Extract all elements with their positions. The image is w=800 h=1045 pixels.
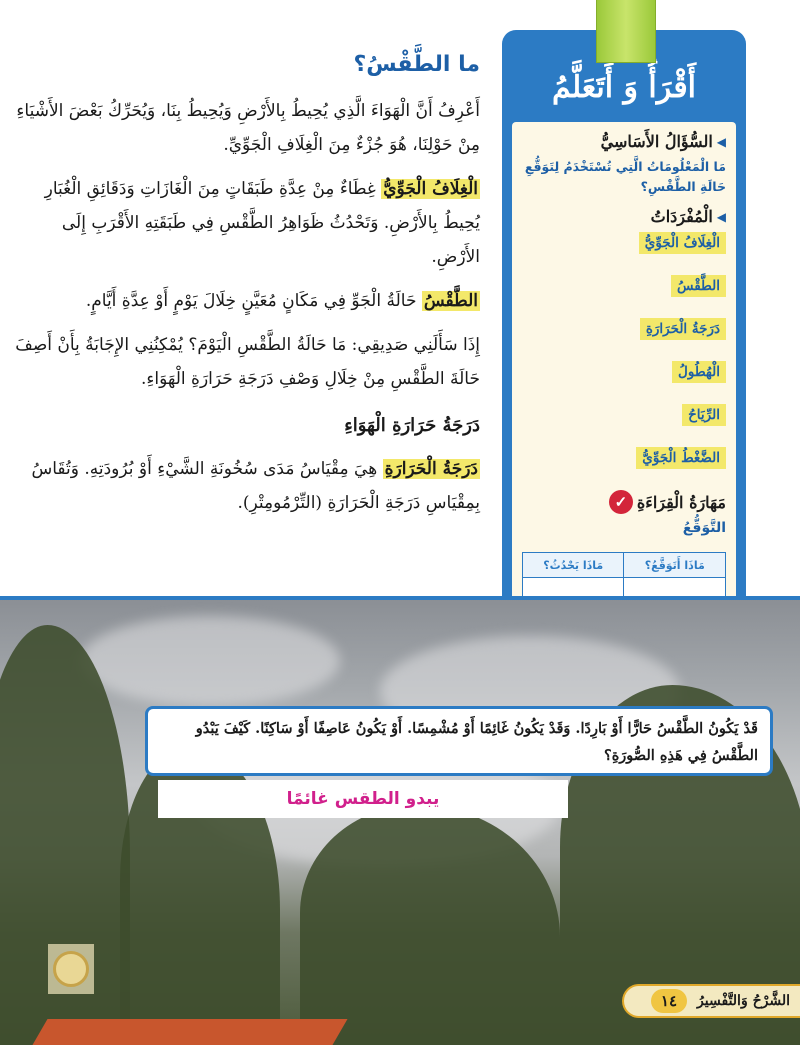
atmosphere-term: الْغِلَافُ الْجَوِّيُّ: [383, 179, 478, 199]
vocabulary-title: الْمُفْرَدَاتُ: [650, 207, 713, 226]
photo-caption: قَدْ يَكُونُ الطَّقْسُ حَارًّا أَوْ بَارِدًا. وَقَدْ يَكُونُ غَائِمًا أَوْ مُشْمِسًا. أَوْ يَكُونُ عَاصِفًا أَوْ سَاكِنًا. كَيْفَ يَبْدُو الطَّقْسُ فِي هَذِهِ الصُّورَةِ؟: [145, 706, 773, 776]
sidebar-header: أَقْرَأُ وَ أَتَعَلَّمُ: [552, 70, 696, 105]
vocab-item: [522, 447, 726, 473]
arrow-left-icon: ◀: [716, 134, 726, 149]
vocab-word: الطَّقْسُ: [671, 275, 726, 297]
seal-logo: [48, 944, 94, 994]
reading-skill-title: مَهَارَةُ الْقِرَاءَةِ: [636, 492, 726, 512]
answer-field[interactable]: يبدو الطقس غائمًا: [158, 780, 568, 818]
check-icon: ✓: [609, 490, 633, 514]
footer-tab: [622, 984, 800, 1018]
intro-paragraph: أَعْرِفُ أَنَّ الْهَوَاءَ الَّذِي يُحِيطُ بِالأَرْضِ وَيُحِيطُ بِنَا، وَيُحَرِّكُ بَعْضَ الأَشْيَاءِ مِنْ حَوْلِنَا، هُوَ جُزْءٌ مِنَ الْغِلَافِ الْجَوِّيِّ.: [16, 101, 480, 155]
temperature-term: دَرَجَةُ الْحَرَارَةِ: [384, 459, 478, 479]
vocab-word: الْهُطُولُ: [672, 361, 726, 383]
weather-definition-text: حَالَةُ الْجَوِّ فِي مَكَانٍ مُعَيَّنٍ خِلَالَ يَوْمٍ أَوْ عِدَّةِ أَيَّامٍ.: [85, 291, 422, 311]
page-number: ١٤: [651, 989, 687, 1013]
happen-column-header: مَاذَا يَحْدُثُ؟: [523, 553, 624, 578]
essential-question-text: مَا الْمَعْلُومَاتُ الَّتِي تُسْتَخْدَمُ لِتَوَقُّعِ حَالَةِ الطَّقْسِ؟: [524, 159, 726, 194]
vocab-item: [522, 232, 726, 258]
vocab-word: الرِّيَاحُ: [682, 404, 726, 426]
reading-skill-heading: [522, 490, 726, 514]
weather-term: الطَّقْسُ: [423, 291, 478, 311]
roof-shape: [32, 1019, 347, 1045]
temperature-definition: [14, 452, 480, 520]
vocab-word: الضَّغْطُ الْجَوِّيُّ: [636, 447, 726, 469]
section-label: الشَّرْحُ وَالتَّفْسِيرُ: [697, 993, 790, 1009]
cloud-shape: [80, 616, 340, 706]
essential-question-title: السُّؤَالُ الأَسَاسِيُّ: [600, 132, 713, 151]
vocab-item: [522, 404, 726, 430]
sidebar-body: [512, 122, 736, 662]
atmosphere-definition: [14, 172, 480, 274]
vocabulary-list: [522, 232, 726, 473]
arrow-left-icon: ◀: [716, 209, 726, 224]
predict-column-header: مَاذَا أَتَوَقَّعُ؟: [624, 553, 726, 578]
page-title: ما الطَّقْسُ؟: [353, 52, 480, 77]
vocab-word: دَرَجَةُ الْحَرَارَةِ: [640, 318, 726, 340]
bookmark-ribbon: [596, 0, 656, 63]
temperature-definition-text: هِيَ مِقْيَاسُ مَدَى سُخُونَةِ الشَّيْءِ أَوْ بُرُودَتِهِ. وَتُقَاسُ بِمِقْيَاسِ دَرَجَةِ الْحَرَارَةِ (التِّرْمُومِتْرِ).: [31, 459, 480, 513]
section-subheading: دَرَجَةُ حَرَارَةِ الْهَوَاءِ: [344, 415, 480, 436]
weather-definition: [14, 284, 480, 318]
reading-skill: التَّوَقُّعُ: [682, 520, 726, 536]
vocabulary-heading: [522, 207, 726, 226]
read-learn-sidebar: [502, 30, 746, 674]
main-content: [14, 48, 480, 530]
vocab-item: [522, 361, 726, 387]
vocab-item: [522, 275, 726, 301]
atmosphere-definition-text: غِطَاءٌ مِنْ عِدَّةِ طَبَقَاتٍ مِنَ الْغَازَاتِ وَدَقَائِقِ الْغُبَارِ يُحِيطُ بِالأَرْضِ. وَتَحْدُثُ ظَوَاهِرُ الطَّقْسِ فِي طَبَقَتِهِ الأَقْرَبِ إِلَى الأَرْضِ.: [44, 179, 480, 267]
vocab-item: [522, 318, 726, 344]
vocab-word: الْغِلَافُ الْجَوِّيُّ: [639, 232, 726, 254]
emblem-icon: [53, 951, 89, 987]
essential-question-heading: [522, 132, 726, 151]
weather-photo: [0, 596, 800, 1045]
friend-paragraph: إِذَا سَأَلَنِي صَدِيقِي: مَا حَالَةُ الطَّقْسِ الْيَوْمَ؟ يُمْكِنُنِي الإِجَابَةُ بِأَنْ أَصِفَ حَالَةَ الطَّقْسِ مِنْ خِلَالِ وَصْفِ دَرَجَةِ حَرَارَةِ الْهَوَاءِ.: [15, 335, 480, 389]
photo-top-border: [0, 596, 800, 600]
